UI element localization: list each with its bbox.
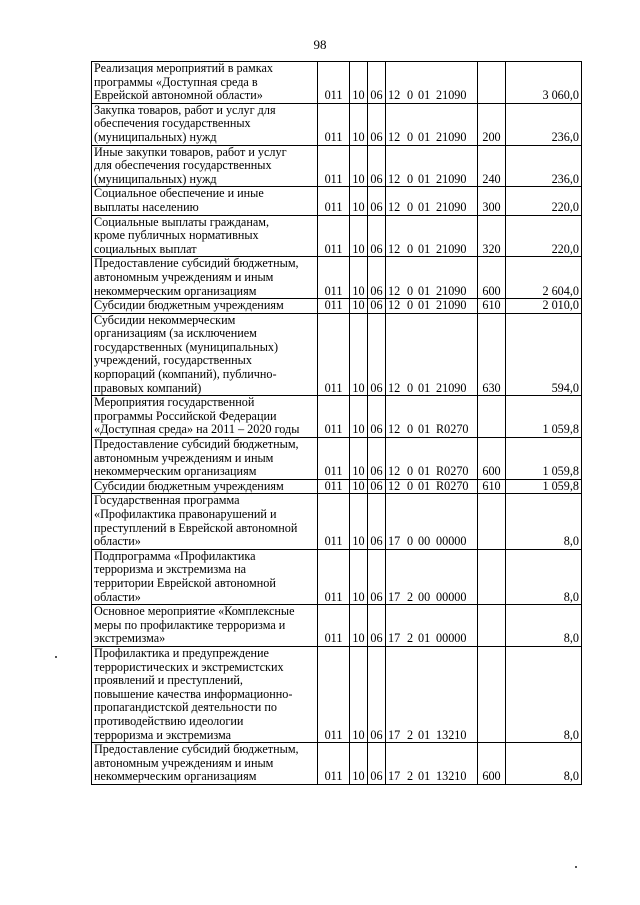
row-amount: 594,0 <box>506 313 582 396</box>
row-name: Социальные выплаты гражданам, кроме публичных нормативных социальных выплат <box>92 215 318 257</box>
target-program: 17 <box>388 534 401 549</box>
target-program: 12 <box>388 380 401 395</box>
target-program: 12 <box>388 171 401 186</box>
target-program: 17 <box>388 769 401 784</box>
table-row <box>92 438 582 480</box>
row-amount: 236,0 <box>506 145 582 187</box>
target-direction: 00000 <box>436 589 467 604</box>
row-section-code: 10 <box>350 743 368 785</box>
row-expense-type-code: 600 <box>478 257 506 299</box>
target-event: 01 <box>418 769 431 784</box>
row-name: Субсидии некоммерческим организациям (за исключением государственных (муниципальных) учреждений, государственных корпораций (компаний), публично- правовых компаний) <box>92 313 318 396</box>
row-expense-type-code <box>478 549 506 604</box>
target-direction: 21090 <box>436 283 467 298</box>
row-section-code: 10 <box>350 313 368 396</box>
target-event: 01 <box>418 727 431 742</box>
row-subsection-code: 06 <box>368 145 386 187</box>
row-grbs-code: 011 <box>318 215 350 257</box>
target-subprogram: 0 <box>407 479 414 493</box>
row-expense-type-code <box>478 62 506 104</box>
row-expense-type-code: 240 <box>478 145 506 187</box>
target-direction: 21090 <box>436 88 467 103</box>
target-program: 17 <box>388 727 401 742</box>
row-target-article <box>386 187 478 215</box>
target-subprogram: 0 <box>407 422 414 437</box>
row-target-article <box>386 299 478 314</box>
row-name: Основное мероприятие «Комплексные меры по профилактике терроризма и экстремизма» <box>92 605 318 647</box>
target-program: 12 <box>388 298 401 313</box>
row-amount: 1 059,8 <box>506 479 582 494</box>
row-grbs-code: 011 <box>318 103 350 145</box>
row-grbs-code: 011 <box>318 187 350 215</box>
row-expense-type-code: 610 <box>478 479 506 494</box>
target-direction: 21090 <box>436 129 467 144</box>
row-target-article <box>386 215 478 257</box>
row-grbs-code: 011 <box>318 313 350 396</box>
target-direction: 21090 <box>436 241 467 256</box>
target-direction: 21090 <box>436 171 467 186</box>
scan-mark <box>575 866 577 868</box>
row-target-article <box>386 313 478 396</box>
target-direction: 13210 <box>436 727 467 742</box>
row-section-code: 10 <box>350 646 368 742</box>
table-row <box>92 103 582 145</box>
row-grbs-code: 011 <box>318 257 350 299</box>
target-subprogram: 0 <box>407 199 414 214</box>
table-row <box>92 549 582 604</box>
row-section-code: 10 <box>350 494 368 549</box>
row-expense-type-code <box>478 646 506 742</box>
table-row <box>92 313 582 396</box>
target-direction: R0270 <box>436 422 469 437</box>
target-program: 17 <box>388 631 401 646</box>
target-direction: 00000 <box>436 534 467 549</box>
row-expense-type-code: 320 <box>478 215 506 257</box>
row-target-article <box>386 743 478 785</box>
table-row <box>92 215 582 257</box>
row-name: Реализация мероприятий в рамках программы «Доступная среда в Еврейской автономной области» <box>92 62 318 104</box>
target-direction: 00000 <box>436 631 467 646</box>
target-direction: 21090 <box>436 199 467 214</box>
target-event: 01 <box>418 422 431 437</box>
table-row <box>92 605 582 647</box>
row-subsection-code: 06 <box>368 549 386 604</box>
table-row <box>92 494 582 549</box>
target-subprogram: 0 <box>407 241 414 256</box>
row-section-code: 10 <box>350 438 368 480</box>
row-section-code: 10 <box>350 62 368 104</box>
row-subsection-code: 06 <box>368 605 386 647</box>
target-event: 01 <box>418 199 431 214</box>
table-body <box>92 62 582 785</box>
row-target-article <box>386 62 478 104</box>
target-event: 00 <box>418 589 431 604</box>
target-program: 12 <box>388 199 401 214</box>
row-name: Предоставление субсидий бюджетным, автономным учреждениям и иным некоммерческим организациям <box>92 743 318 785</box>
row-subsection-code: 06 <box>368 743 386 785</box>
target-program: 12 <box>388 129 401 144</box>
target-event: 01 <box>418 88 431 103</box>
row-target-article <box>386 605 478 647</box>
row-amount: 236,0 <box>506 103 582 145</box>
row-grbs-code: 011 <box>318 299 350 314</box>
target-event: 01 <box>418 298 431 313</box>
row-section-code: 10 <box>350 257 368 299</box>
scan-mark <box>55 656 57 658</box>
target-event: 01 <box>418 241 431 256</box>
table-row <box>92 743 582 785</box>
target-subprogram: 0 <box>407 464 414 479</box>
target-subprogram: 0 <box>407 88 414 103</box>
target-direction: R0270 <box>436 464 469 479</box>
table-row <box>92 145 582 187</box>
row-amount: 8,0 <box>506 743 582 785</box>
row-target-article <box>386 494 478 549</box>
target-subprogram: 2 <box>407 727 414 742</box>
target-program: 12 <box>388 479 401 493</box>
row-target-article <box>386 396 478 438</box>
target-program: 12 <box>388 283 401 298</box>
row-amount: 2 604,0 <box>506 257 582 299</box>
target-program: 12 <box>388 422 401 437</box>
row-amount: 220,0 <box>506 215 582 257</box>
row-subsection-code: 06 <box>368 62 386 104</box>
row-expense-type-code: 610 <box>478 299 506 314</box>
target-subprogram: 0 <box>407 283 414 298</box>
row-grbs-code: 011 <box>318 62 350 104</box>
row-subsection-code: 06 <box>368 215 386 257</box>
row-subsection-code: 06 <box>368 494 386 549</box>
row-target-article <box>386 438 478 480</box>
row-amount: 1 059,8 <box>506 438 582 480</box>
row-amount: 2 010,0 <box>506 299 582 314</box>
row-expense-type-code: 630 <box>478 313 506 396</box>
row-subsection-code: 06 <box>368 438 386 480</box>
row-section-code: 10 <box>350 103 368 145</box>
row-grbs-code: 011 <box>318 494 350 549</box>
row-target-article <box>386 549 478 604</box>
row-amount: 8,0 <box>506 549 582 604</box>
row-expense-type-code: 200 <box>478 103 506 145</box>
row-section-code: 10 <box>350 396 368 438</box>
row-target-article <box>386 479 478 494</box>
row-name: Государственная программа «Профилактика правонарушений и преступлений в Еврейской автономной области» <box>92 494 318 549</box>
target-event: 01 <box>418 171 431 186</box>
row-subsection-code: 06 <box>368 103 386 145</box>
target-direction: 21090 <box>436 298 467 313</box>
target-direction: 21090 <box>436 380 467 395</box>
row-section-code: 10 <box>350 479 368 494</box>
target-direction: R0270 <box>436 479 469 493</box>
target-event: 00 <box>418 534 431 549</box>
target-subprogram: 2 <box>407 631 414 646</box>
table-row <box>92 479 582 494</box>
row-section-code: 10 <box>350 145 368 187</box>
target-event: 01 <box>418 283 431 298</box>
table-row <box>92 396 582 438</box>
row-amount: 220,0 <box>506 187 582 215</box>
row-subsection-code: 06 <box>368 396 386 438</box>
row-target-article <box>386 103 478 145</box>
row-subsection-code: 06 <box>368 479 386 494</box>
target-subprogram: 0 <box>407 534 414 549</box>
row-target-article <box>386 646 478 742</box>
table-row <box>92 62 582 104</box>
row-expense-type-code: 600 <box>478 438 506 480</box>
row-expense-type-code <box>478 494 506 549</box>
target-subprogram: 0 <box>407 380 414 395</box>
row-grbs-code: 011 <box>318 646 350 742</box>
row-subsection-code: 06 <box>368 313 386 396</box>
target-subprogram: 2 <box>407 589 414 604</box>
target-subprogram: 0 <box>407 171 414 186</box>
row-name: Субсидии бюджетным учреждениям <box>92 299 318 314</box>
row-grbs-code: 011 <box>318 396 350 438</box>
row-amount: 3 060,0 <box>506 62 582 104</box>
target-event: 01 <box>418 464 431 479</box>
row-amount: 8,0 <box>506 494 582 549</box>
row-expense-type-code: 600 <box>478 743 506 785</box>
table-row <box>92 299 582 314</box>
row-name: Подпрограмма «Профилактика терроризма и экстремизма на территории Еврейской автономной области» <box>92 549 318 604</box>
row-name: Закупка товаров, работ и услуг для обеспечения государственных (муниципальных) нужд <box>92 103 318 145</box>
row-grbs-code: 011 <box>318 438 350 480</box>
budget-table <box>91 61 582 785</box>
row-amount: 1 059,8 <box>506 396 582 438</box>
target-event: 01 <box>418 479 431 493</box>
target-program: 12 <box>388 88 401 103</box>
table-row <box>92 257 582 299</box>
target-subprogram: 0 <box>407 298 414 313</box>
row-grbs-code: 011 <box>318 479 350 494</box>
row-section-code: 10 <box>350 215 368 257</box>
target-program: 12 <box>388 241 401 256</box>
target-subprogram: 0 <box>407 129 414 144</box>
row-grbs-code: 011 <box>318 549 350 604</box>
row-section-code: 10 <box>350 299 368 314</box>
row-section-code: 10 <box>350 549 368 604</box>
row-grbs-code: 011 <box>318 145 350 187</box>
row-name: Предоставление субсидий бюджетным, автономным учреждениям и иным некоммерческим организациям <box>92 257 318 299</box>
row-grbs-code: 011 <box>318 605 350 647</box>
row-amount: 8,0 <box>506 646 582 742</box>
row-subsection-code: 06 <box>368 257 386 299</box>
row-name: Социальное обеспечение и иные выплаты населению <box>92 187 318 215</box>
table-row <box>92 646 582 742</box>
row-amount: 8,0 <box>506 605 582 647</box>
row-subsection-code: 06 <box>368 299 386 314</box>
target-event: 01 <box>418 631 431 646</box>
row-grbs-code: 011 <box>318 743 350 785</box>
row-expense-type-code <box>478 396 506 438</box>
target-event: 01 <box>418 380 431 395</box>
row-section-code: 10 <box>350 187 368 215</box>
row-section-code: 10 <box>350 605 368 647</box>
target-program: 17 <box>388 589 401 604</box>
row-subsection-code: 06 <box>368 187 386 215</box>
row-subsection-code: 06 <box>368 646 386 742</box>
table-row <box>92 187 582 215</box>
row-target-article <box>386 145 478 187</box>
row-name: Иные закупки товаров, работ и услуг для обеспечения государственных (муниципальных) нужд <box>92 145 318 187</box>
row-name: Мероприятия государственной программы Российской Федерации «Доступная среда» на 2011 – 2020 годы <box>92 396 318 438</box>
target-program: 12 <box>388 464 401 479</box>
row-target-article <box>386 257 478 299</box>
target-subprogram: 2 <box>407 769 414 784</box>
page-number: 98 <box>313 37 327 52</box>
row-name: Профилактика и предупреждение террористических и экстремистских проявлений и преступлений, повышение качества информационно- пропагандистской деятельности по противодействию идеологии терроризма и экстремизма <box>92 646 318 742</box>
row-expense-type-code: 300 <box>478 187 506 215</box>
target-direction: 13210 <box>436 769 467 784</box>
row-name: Предоставление субсидий бюджетным, автономным учреждениям и иным некоммерческим организациям <box>92 438 318 480</box>
row-name: Субсидии бюджетным учреждениям <box>92 479 318 494</box>
row-expense-type-code <box>478 605 506 647</box>
target-event: 01 <box>418 129 431 144</box>
